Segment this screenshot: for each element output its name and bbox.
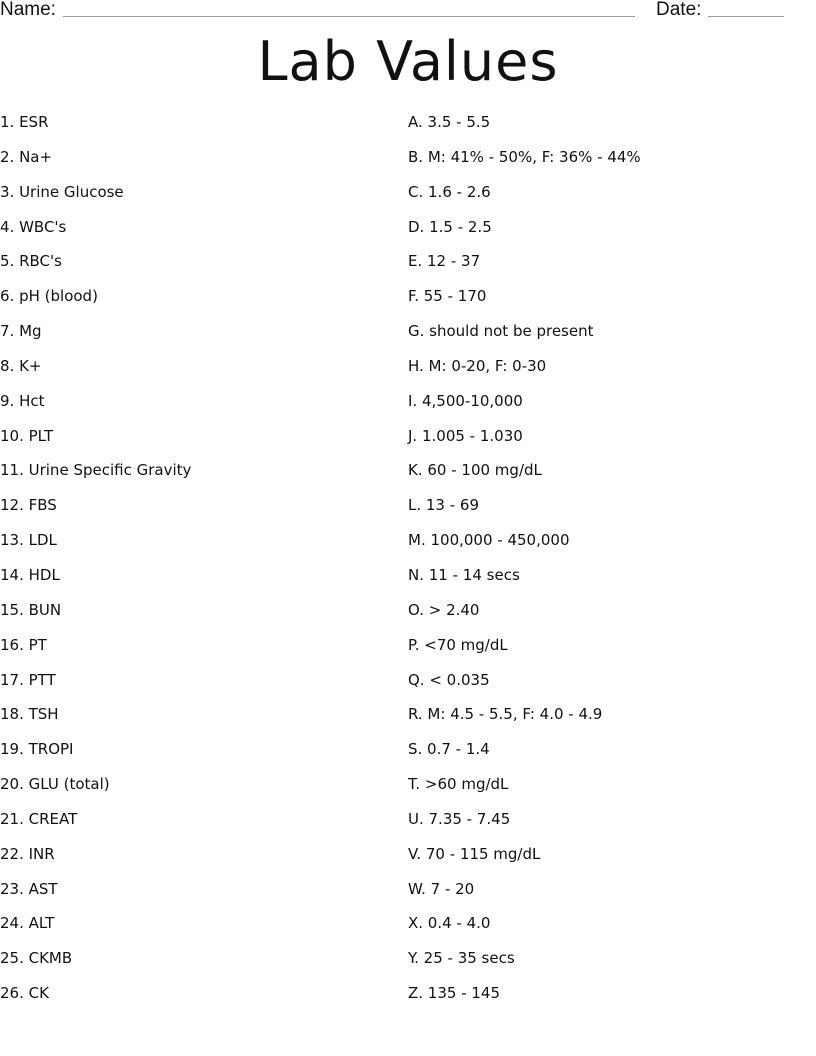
term-item: 1. ESR xyxy=(0,113,49,131)
answer-item: U. 7.35 - 7.45 xyxy=(408,809,511,828)
answer-item: X. 0.4 - 4.0 xyxy=(408,914,491,933)
answer-item: B. M: 41% - 50%, F: 36% - 44% xyxy=(408,147,641,166)
answer-item: T. >60 mg/dL xyxy=(408,775,509,794)
answer-item: W. 7 - 20 xyxy=(408,879,475,898)
answer-item: R. M: 4.5 - 5.5, F: 4.0 - 4.9 xyxy=(408,705,603,724)
term-item: 4. WBC's xyxy=(0,217,67,236)
term-item: 8. K+ xyxy=(0,356,42,375)
date-blank-line xyxy=(708,16,784,17)
term-item: 2. Na+ xyxy=(0,147,53,166)
answer-item: H. M: 0-20, F: 0-30 xyxy=(408,356,547,375)
term-item: 17. PTT xyxy=(0,670,56,689)
answer-item: O. > 2.40 xyxy=(408,600,480,619)
term-item: 9. Hct xyxy=(0,391,45,410)
answer-item: M. 100,000 - 450,000 xyxy=(408,531,570,550)
term-item: 10. PLT xyxy=(0,426,54,445)
term-item: 15. BUN xyxy=(0,600,62,619)
term-item: 7. Mg xyxy=(0,322,42,341)
answer-item: A. 3.5 - 5.5 xyxy=(408,113,491,131)
name-label: Name: xyxy=(0,0,56,20)
term-item: 11. Urine Specific Gravity xyxy=(0,461,192,480)
answer-item: G. should not be present xyxy=(408,322,594,341)
answer-item: P. <70 mg/dL xyxy=(408,635,508,654)
answer-item: L. 13 - 69 xyxy=(408,496,480,515)
term-item: 5. RBC's xyxy=(0,252,62,271)
answer-item: I. 4,500-10,000 xyxy=(408,391,523,410)
term-item: 14. HDL xyxy=(0,565,60,584)
term-item: 24. ALT xyxy=(0,914,55,933)
terms-list xyxy=(0,112,191,1018)
answer-item: Q. < 0.035 xyxy=(408,670,490,689)
term-item: 20. GLU (total) xyxy=(0,775,110,794)
term-item: 22. INR xyxy=(0,844,55,863)
answers-list xyxy=(408,112,641,1018)
term-item: 25. CKMB xyxy=(0,949,73,968)
answer-item: E. 12 - 37 xyxy=(408,252,481,271)
term-item: 12. FBS xyxy=(0,496,57,515)
date-label: Date: xyxy=(656,0,702,20)
term-item: 26. CK xyxy=(0,984,49,1003)
term-item: 16. PT xyxy=(0,635,47,654)
answer-item: Z. 135 - 145 xyxy=(408,984,501,1003)
term-item: 23. AST xyxy=(0,879,58,898)
worksheet-header xyxy=(0,0,816,24)
page-title: Lab Values xyxy=(257,30,559,93)
answer-item: C. 1.6 - 2.6 xyxy=(408,182,491,201)
name-blank-line xyxy=(63,16,635,17)
term-item: 6. pH (blood) xyxy=(0,287,98,306)
answer-item: F. 55 - 170 xyxy=(408,287,487,306)
answer-item: V. 70 - 115 mg/dL xyxy=(408,844,541,863)
answer-item: Y. 25 - 35 secs xyxy=(408,949,515,968)
term-item: 21. CREAT xyxy=(0,809,78,828)
term-item: 3. Urine Glucose xyxy=(0,182,124,201)
answer-item: J. 1.005 - 1.030 xyxy=(408,426,523,445)
term-item: 19. TROPI xyxy=(0,740,74,759)
answer-item: S. 0.7 - 1.4 xyxy=(408,740,490,759)
answer-item: K. 60 - 100 mg/dL xyxy=(408,461,542,480)
answer-item: N. 11 - 14 secs xyxy=(408,565,520,584)
term-item: 13. LDL xyxy=(0,531,57,550)
answer-item: D. 1.5 - 2.5 xyxy=(408,217,492,236)
term-item: 18. TSH xyxy=(0,705,59,724)
